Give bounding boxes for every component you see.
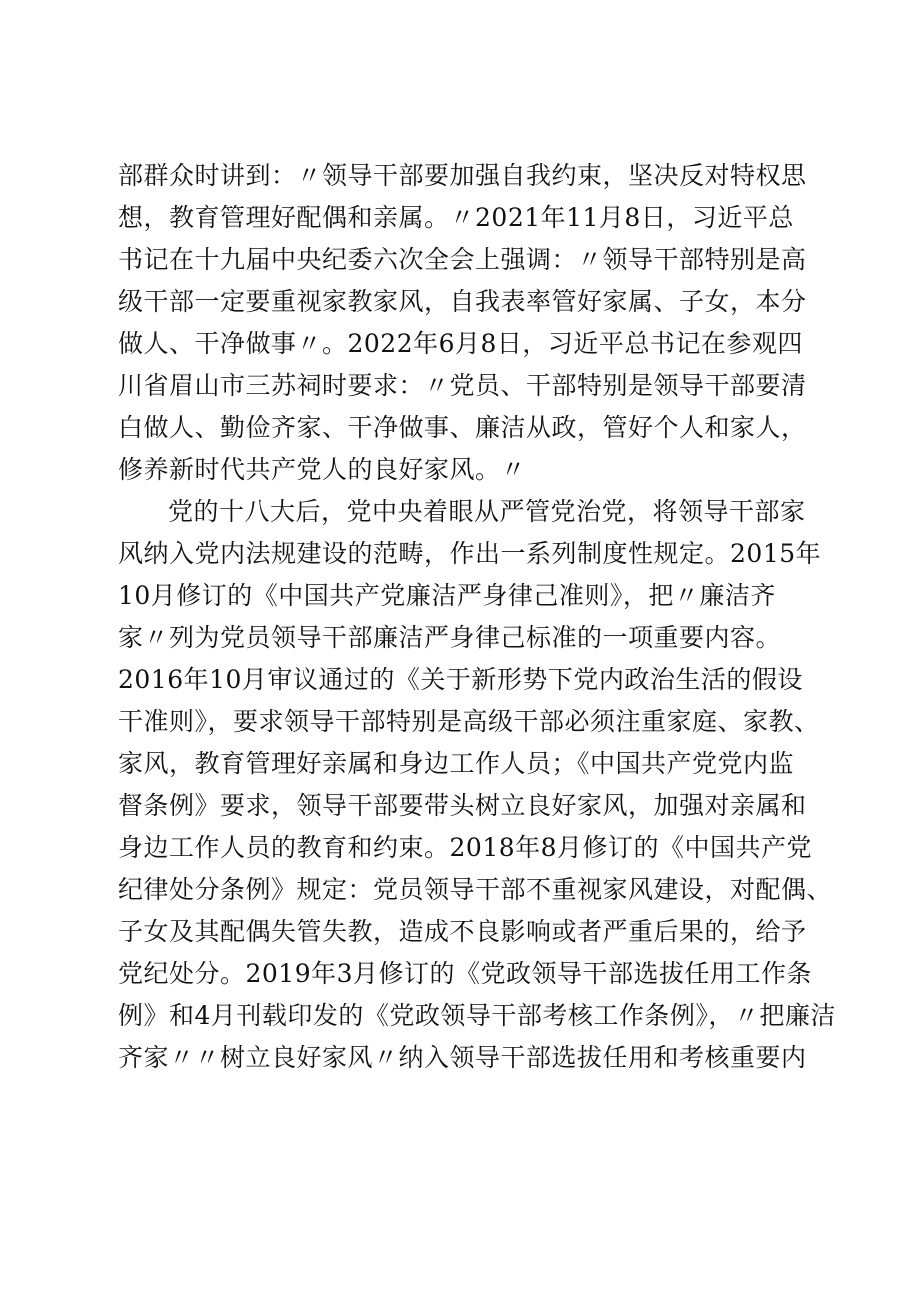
text-line: 督条例》要求，领导干部要带头树立良好家风，加强对亲属和 (118, 791, 807, 820)
text-line: 家风，教育管理好亲属和身边工作人员；《中国共产党党内监 (118, 749, 795, 778)
text-line: 做人、干净做事〃。2022年6月8日，习近平总书记在参观四 (118, 329, 803, 358)
text-line: 家〃列为党员领导干部廉洁严身律己标准的一项重要内容。 (118, 623, 782, 652)
text-line: 齐家〃〃树立良好家风〃纳入领导干部选拔任用和考核重要内 (118, 1043, 807, 1072)
text-line: 书记在十九届中央纪委六次全会上强调：〃领导干部特别是高 (118, 245, 807, 274)
text-line: 级干部一定要重视家教家风，自我表率管好家属、子女，本分 (118, 287, 807, 316)
text-line: 10月修订的《中国共产党廉洁严身律己准则》，把〃廉洁齐 (118, 581, 776, 610)
text-line: 干准则》，要求领导干部特别是高级干部必须注重家庭、家教、 (118, 707, 820, 736)
text-line: 例》和4月刊载印发的《党政领导干部考核工作条例》，〃把廉洁 (118, 1001, 836, 1030)
paragraph-first-line: 党的十八大后，党中央着眼从严管党治党，将领导干部家 (168, 497, 806, 526)
text-line: 身边工作人员的教育和约束。2018年8月修订的《中国共产党 (118, 833, 813, 862)
text-line: 子女及其配偶失管失教，造成不良影响或者严重后果的，给予 (118, 917, 807, 946)
text-line: 部群众时讲到：〃领导干部要加强自我约束，坚决反对特权思 (118, 161, 807, 190)
text-line: 修养新时代共产党人的良好家风。〃 (118, 455, 527, 484)
text-line: 纪律处分条例》规定：党员领导干部不重视家风建设，对配偶、 (118, 875, 833, 904)
text-line: 党纪处分。2019年3月修订的《党政领导干部选拔任用工作条 (118, 959, 813, 988)
text-line: 想，教育管理好配偶和亲属。〃2021年11月8日，习近平总 (118, 203, 794, 232)
text-line: 风纳入党内法规建设的范畴，作出一系列制度性规定。2015年 (118, 539, 822, 568)
text-line: 2016年10月审议通过的《关于新形势下党内政治生活的假设 (118, 665, 803, 694)
text-line: 白做人、勤俭齐家、干净做事、廉洁从政，管好个人和家人， (118, 413, 807, 442)
text-line: 川省眉山市三苏祠时要求：〃党员、干部特别是领导干部要清 (118, 371, 807, 400)
